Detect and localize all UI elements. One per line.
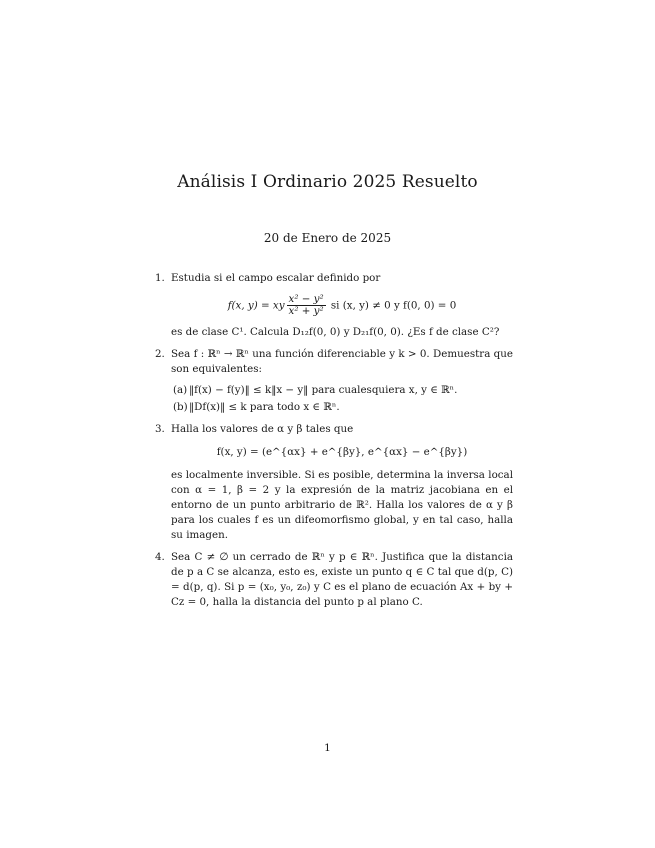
page-number: 1 [324, 742, 331, 754]
problem-intro: Estudia si el campo escalar definido por [171, 272, 381, 284]
problem-number: 3. [155, 423, 165, 435]
list-item [173, 400, 513, 415]
fraction-denominator: x² + y² [288, 305, 324, 317]
problem-4 [155, 550, 513, 610]
document-date: 20 de Enero de 2025 [263, 231, 392, 245]
problem-question: es de clase C¹. Calcula D₁₂f(0, 0) y D₂₁f(0, 0). ¿Es f de clase C²? [171, 326, 500, 338]
problem-list [155, 271, 513, 617]
item-text: ‖f(x) − f(y)‖ ≤ k‖x − y‖ para cualesquiera x, y ∈ ℝⁿ. [189, 384, 458, 396]
problem-intro: Halla los valores de α y β tales que [171, 423, 354, 435]
formula-rhs: si (x, y) ≠ 0 y f(0, 0) = 0 [330, 299, 457, 312]
problem-formula: f(x, y) = (e^{αx} + e^{βy}, e^{αx} − e^{βy}) [216, 446, 468, 458]
problem-1 [155, 271, 513, 340]
problem-question: es localmente inversible. Si es posible, determina la inversa local con α = 1, β = 2 y la expresión de la matriz jacobiana en el entorno de un punto arbitrario de ℝ². Halla los valores de α y β para los cuales f es un difeomorfismo global, y en tal caso, halla su imagen. [171, 469, 513, 541]
item-text: ‖Df(x)‖ ≤ k para todo x ∈ ℝⁿ. [189, 401, 340, 413]
problem-number: 1. [155, 272, 165, 284]
problem-text: Sea C ≠ ∅ un cerrado de ℝⁿ y p ∈ ℝⁿ. Justifica que la distancia de p a C se alcanza, esto es, existe un punto q ∈ C tal que d(p, C) = d(p, q). Si p = (x₀, y₀, z₀) y C es el plano de ecuación Ax + by + Cz = 0, halla la distancia del punto p al plano C. [171, 551, 513, 608]
problem-number: 4. [155, 551, 165, 563]
problem-formula [171, 294, 513, 317]
document-title: Análisis I Ordinario 2025 Resuelto [177, 172, 478, 192]
problem-number: 2. [155, 348, 165, 360]
problem-2 [155, 347, 513, 415]
item-label: (b) [173, 401, 188, 413]
formula-lhs: f(x, y) = xy [227, 299, 285, 312]
item-label: (a) [173, 384, 188, 396]
problem-intro: Sea f : ℝⁿ → ℝⁿ una función diferenciable y k > 0. Demuestra que son equivalentes: [171, 348, 513, 375]
problem-3 [155, 422, 513, 543]
fraction-numerator: x² − y² [288, 293, 324, 305]
problem-items [173, 383, 513, 415]
list-item [173, 383, 513, 398]
formula-fraction [287, 294, 326, 317]
